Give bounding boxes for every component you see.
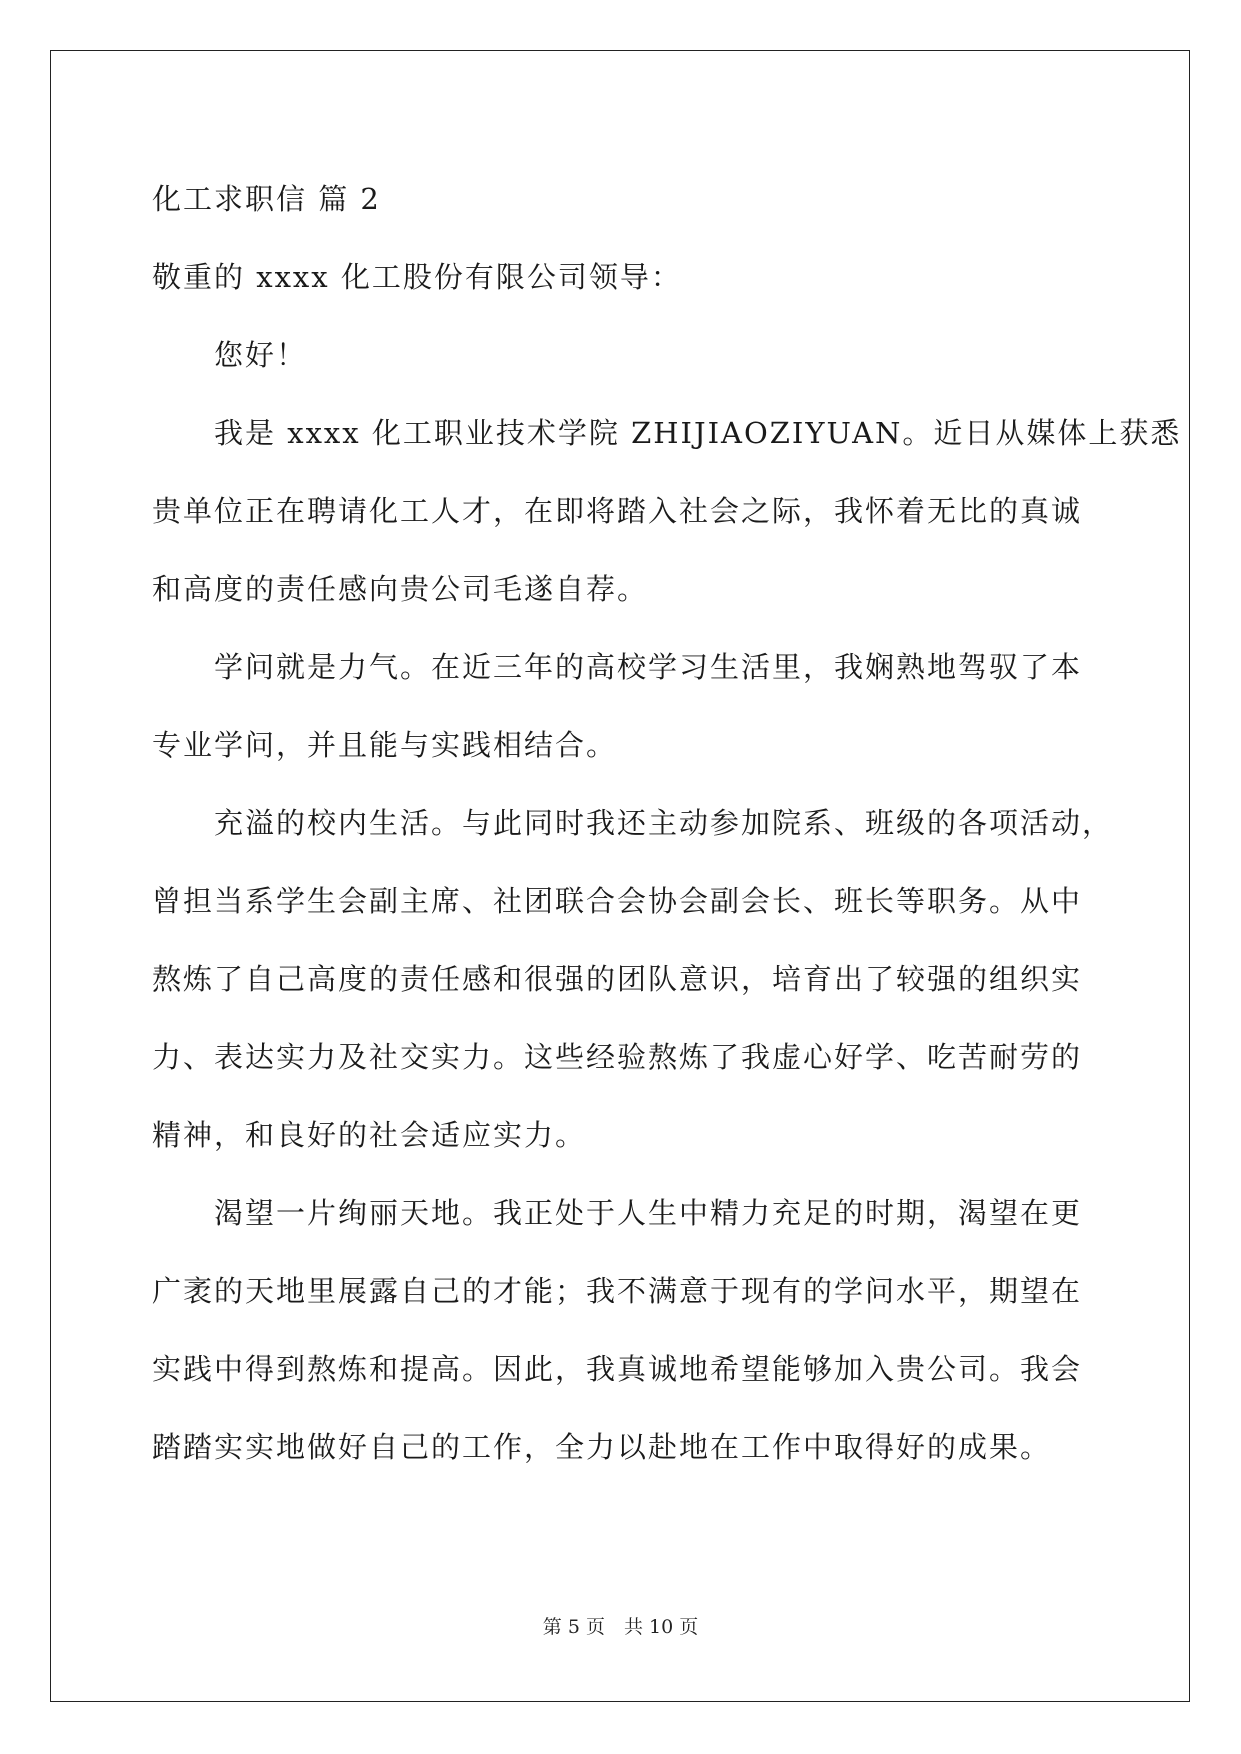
paragraph-line: 渴望一片绚丽天地。我正处于人生中精力充足的时期，渴望在更 (214, 1196, 1083, 1230)
paragraph-line: 精神，和良好的社会适应实力。 (152, 1118, 587, 1152)
page-number: 第 5 页 共 10 页 (542, 1616, 699, 1638)
greeting: 您好！ (214, 338, 308, 372)
paragraph-line: 我是 xxxx 化工职业技术学院 ZHIJIAOZIYUAN。近日从媒体上获悉 (214, 416, 1182, 450)
paragraph-line: 熬炼了自己高度的责任感和很强的团队意识，培育出了较强的组织实 (152, 962, 1083, 996)
document-title: 化工求职信 篇 2 (152, 182, 381, 216)
paragraph-line: 力、表达实力及社交实力。这些经验熬炼了我虚心好学、吃苦耐劳的 (152, 1040, 1083, 1074)
paragraph-line: 曾担当系学生会副主席、社团联合会协会副会长、班长等职务。从中 (152, 884, 1083, 918)
document-body (152, 160, 1182, 1486)
paragraph-line: 充溢的校内生活。与此同时我还主动参加院系、班级的各项活动， (214, 806, 1114, 840)
paragraph-line: 专业学问，并且能与实践相结合。 (152, 728, 618, 762)
paragraph-line: 广袤的天地里展露自己的才能；我不满意于现有的学问水平，期望在 (152, 1274, 1083, 1308)
salutation: 敬重的 xxxx 化工股份有限公司领导： (152, 260, 682, 294)
paragraph-line: 实践中得到熬炼和提高。因此，我真诚地希望能够加入贵公司。我会 (152, 1352, 1083, 1386)
paragraph-line: 学问就是力气。在近三年的高校学习生活里，我娴熟地驾驭了本 (214, 650, 1083, 684)
paragraph-line: 贵单位正在聘请化工人才，在即将踏入社会之际，我怀着无比的真诚 (152, 494, 1083, 528)
paragraph-line: 和高度的责任感向贵公司毛遂自荐。 (152, 572, 649, 606)
paragraph-line: 踏踏实实地做好自己的工作，全力以赴地在工作中取得好的成果。 (152, 1430, 1052, 1464)
